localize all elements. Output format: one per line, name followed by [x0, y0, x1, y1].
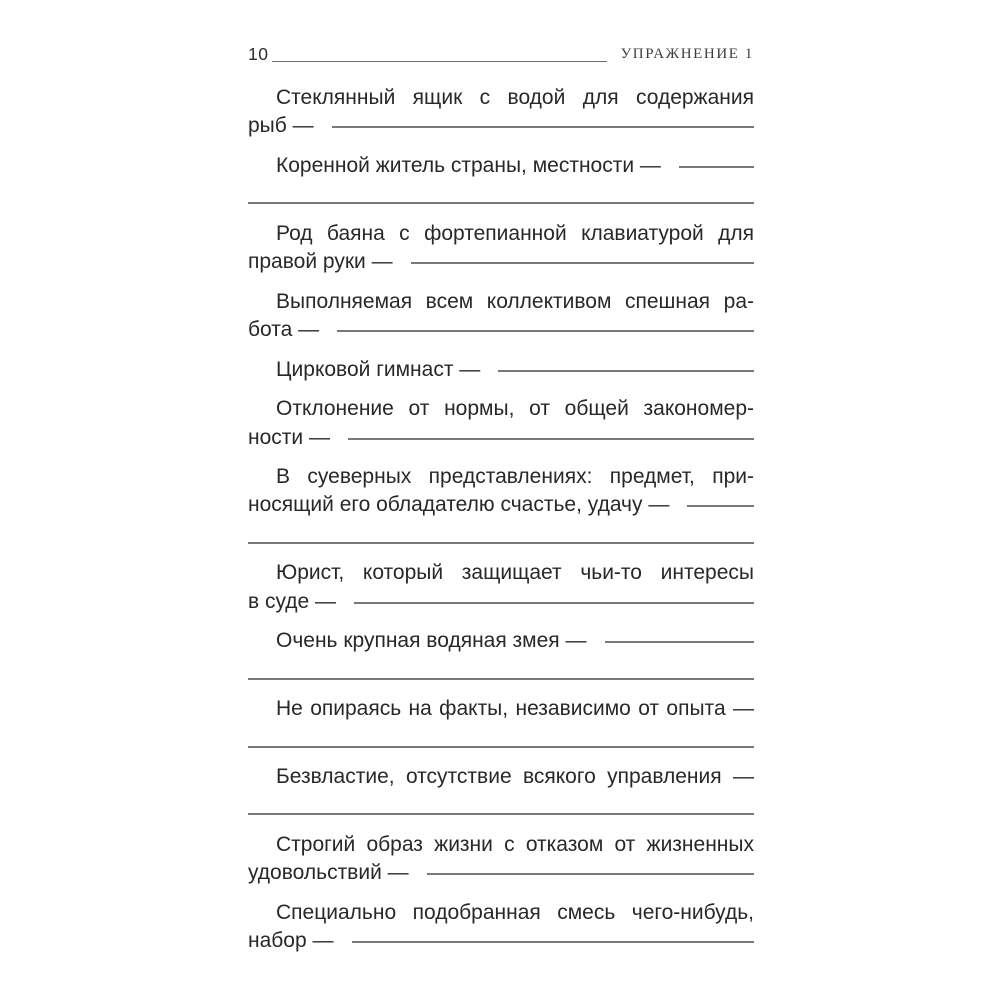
- definition-item: [248, 763, 754, 819]
- page-number: 10: [248, 44, 269, 64]
- definition-line-with-blank: [248, 316, 754, 344]
- definition-item: [248, 84, 754, 140]
- definition-text-line: Стеклянный ящик с водой для содержания: [276, 86, 754, 109]
- definition-line-with-blank: [248, 588, 754, 616]
- definition-text: бота —: [248, 317, 320, 341]
- definition-line-with-blank: [248, 859, 754, 887]
- definition-text: Коренной житель страны, местности —: [276, 153, 661, 177]
- exercise-header-title: УПРАЖНЕНИЕ 1: [620, 46, 754, 62]
- definition-item: [248, 831, 754, 887]
- definition-text-line: Не опираясь на факты, независимо от опыта —: [276, 697, 754, 721]
- definition-line-with-blank: [248, 424, 754, 452]
- definition-text: Очень крупная водяная змея —: [276, 629, 587, 653]
- definition-item: [248, 463, 754, 548]
- definition-item: [248, 627, 754, 683]
- definition-item: [248, 152, 754, 208]
- definition-line-with-blank: [248, 627, 754, 655]
- definitions-list: [248, 84, 754, 967]
- definition-text-line: Род баяна с фортепианной клавиатурой для: [276, 221, 754, 245]
- header-rule: [272, 58, 606, 62]
- definition-text: набор —: [248, 929, 334, 952]
- definition-line-with-blank: [248, 927, 754, 955]
- answer-blank-line: [248, 723, 754, 751]
- definition-text-line: Выполняемая всем коллективом спешная ра-: [276, 289, 754, 313]
- answer-blank-line: [248, 180, 754, 208]
- definition-text: ности —: [248, 425, 330, 449]
- definition-text-line: Юрист, который защищает чьи-то интересы: [276, 561, 754, 585]
- answer-blank-line: [248, 520, 754, 548]
- definition-text-line: Отклонение от нормы, от общей закономер-: [276, 397, 754, 421]
- definition-text: носящий его обладателю счастье, удачу —: [248, 493, 670, 517]
- definition-line-with-blank: [248, 491, 754, 519]
- definition-text-line: Безвластие, отсутствие всякого управления —: [276, 765, 754, 788]
- definition-item: [248, 220, 754, 276]
- definition-line-with-blank: [248, 356, 754, 384]
- definition-text: удовольствий —: [248, 861, 409, 885]
- running-head: [248, 44, 754, 64]
- definition-item: [248, 899, 754, 955]
- definition-item: [248, 288, 754, 344]
- definition-text-line: Специально подобранная смесь чего-нибудь,: [276, 900, 754, 924]
- definition-item: [248, 695, 754, 751]
- definition-text: рыб —: [248, 114, 314, 138]
- definition-text: в суде —: [248, 589, 337, 613]
- answer-blank-line: [248, 655, 754, 683]
- definition-line-with-blank: [248, 112, 754, 140]
- definition-item: [248, 395, 754, 451]
- definition-item: [248, 356, 754, 384]
- definition-line-with-blank: [248, 248, 754, 276]
- answer-blank-line: [248, 791, 754, 819]
- definition-text: Цирковой гимнаст —: [276, 357, 481, 381]
- definition-text-line: Строгий образ жизни с отказом от жизненных: [276, 832, 754, 856]
- definition-line-with-blank: [248, 152, 754, 180]
- definition-text-line: В суеверных представлениях: предмет, при-: [276, 465, 754, 489]
- definition-item: [248, 559, 754, 615]
- definition-text: правой руки —: [248, 250, 393, 273]
